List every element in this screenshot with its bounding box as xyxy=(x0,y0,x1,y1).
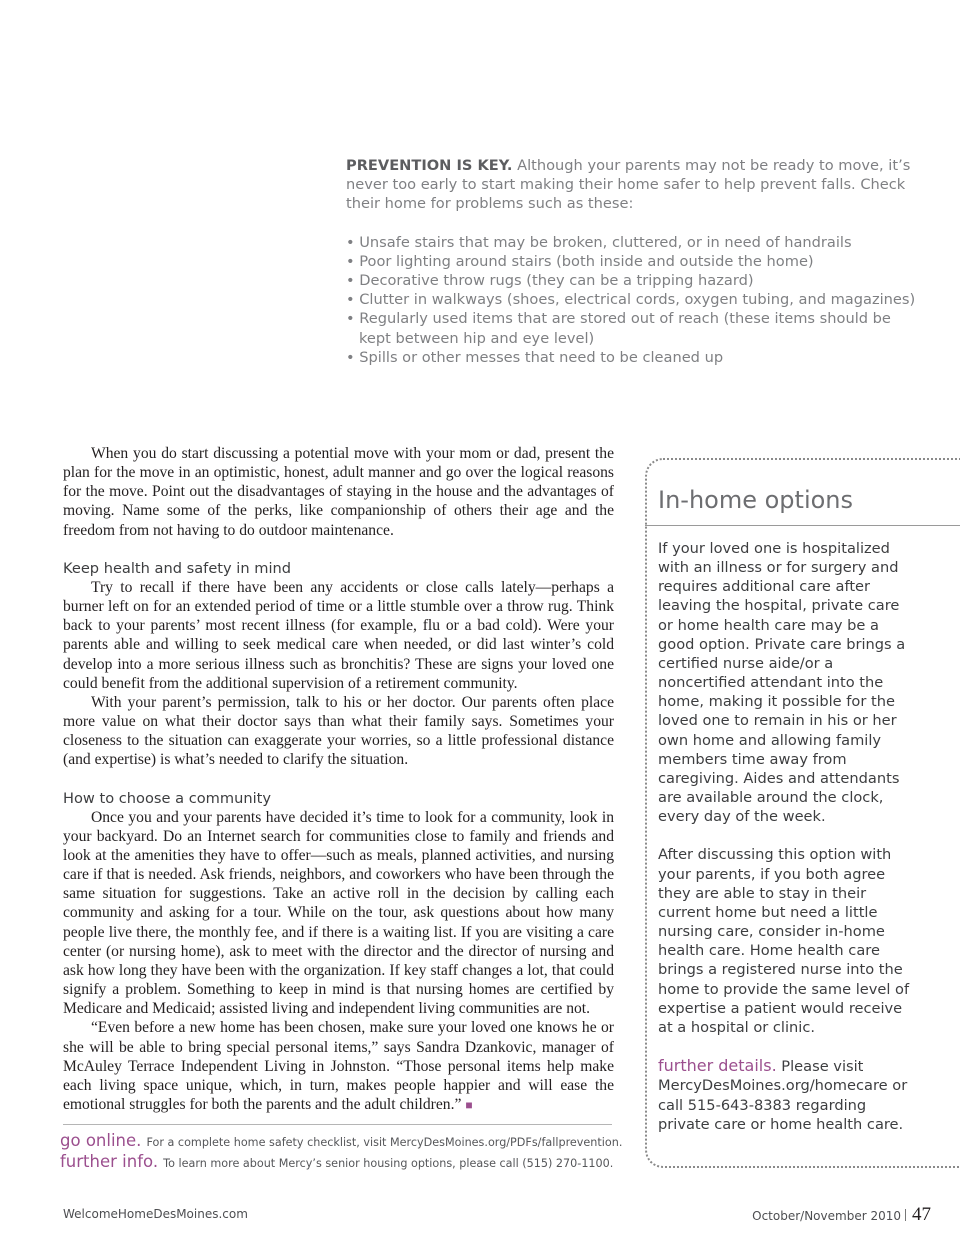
sidebar-body xyxy=(658,539,914,1153)
further-details-label: further details. xyxy=(658,1056,777,1076)
prevention-heading: PREVENTION IS KEY. xyxy=(346,157,513,174)
end-mark-icon: ■ xyxy=(465,1098,473,1112)
footer-separator xyxy=(905,1209,906,1221)
article-paragraph: With your parent’s permission, talk to his or her doctor. Our parents often place more value on what their doctor says than what their family says. Sometimes your closeness to the situation can exaggerate your worries, so a little professional distance (and expertise) is what’s needed to clarify the situation. xyxy=(63,693,614,769)
hazard-item: • Clutter in walkways (shoes, electrical cords, oxygen tubing, and magazines) xyxy=(346,291,916,309)
hazard-item: • Spills or other messes that need to be cleaned up xyxy=(346,348,724,366)
sidebar-title: In-home options xyxy=(658,486,854,514)
sidebar-further-details xyxy=(658,1056,914,1134)
go-online-link[interactable]: For a complete home safety checklist, visit MercyDesMoines.org/PDFs/fallprevention. xyxy=(146,1136,623,1149)
sidebar-paragraph: After discussing this option with your parents, if you both agree they are able to stay in their current home but need a little nursing care, consider in-home health care. Home health care brings a registered nurse into the home to provide the same level of expertise a patient would receive at a hospital or clinic. xyxy=(658,846,910,1036)
further-info-text: To learn more about Mercy’s senior housing options, please call (515) 270-1100. xyxy=(163,1157,614,1170)
article-paragraph: Try to recall if there have been any accidents or close calls lately—perhaps a burner left on for an extended period of time or a little stumble over a throw rug. Think back to your parents’ most recent illness (for example, flu or a bad cold). Were your parents able and willing to seek medical care when needed, or did last winter’s cold develop into a more serious illness such as bronchitis? These are signs your loved one could benefit from the additional supervision of a retirement community. xyxy=(63,578,614,692)
further-info-label: further info. xyxy=(60,1152,159,1171)
hazard-item: • Decorative throw rugs (they can be a tripping hazard) xyxy=(346,272,754,290)
hazard-list xyxy=(346,233,916,367)
prevention-box xyxy=(346,156,916,367)
article-paragraph-final xyxy=(63,1018,614,1115)
further-details-text[interactable]: Please visit MercyDesMoines.org/homecare or call 515-643-8383 regarding private care or home health care. xyxy=(658,1058,908,1133)
article-paragraph: When you do start discussing a potential move with your mom or dad, present the plan for the move in an optimistic, honest, adult manner and go over the logical reasons for the move. Point out the disadvantages of staying in the house and the advantages of moving. Name some of the perks, like companionship of others their age and the freedom from not having to do outdoor maintenance. xyxy=(63,445,614,539)
section-heading-health: Keep health and safety in mind xyxy=(63,559,292,577)
hazard-item: • Regularly used items that are stored out of reach (these items should be kept between hip and eye level) xyxy=(346,310,891,347)
prevention-intro-text: Although your parents may not be ready to move, it’s never too early to start making their home safer to help prevent falls. Check their home for problems such as these: xyxy=(346,157,911,213)
sidebar-divider xyxy=(645,525,960,526)
notes-divider xyxy=(63,1124,612,1125)
section-heading-community: How to choose a community xyxy=(63,789,271,807)
issue-date: October/November 2010 xyxy=(752,1209,901,1223)
prevention-intro xyxy=(346,156,916,214)
page-number: 47 xyxy=(912,1204,931,1225)
go-online-note xyxy=(60,1130,623,1151)
sidebar-paragraph: If your loved one is hospitalized with an illness or for surgery and requires additional care after leaving the hospital, private care or home health care may be a good option. Private care brings a certified nurse aide/or a noncertified attendant into the home, making it possible for the loved one to remain in his or her own home and allowing family members time away from caregiving. Aides and attendants are available around the clock, every day of the week. xyxy=(658,540,906,826)
resource-notes xyxy=(60,1130,623,1172)
further-info-note xyxy=(60,1151,620,1172)
hazard-item: • Unsafe stairs that may be broken, cluttered, or in need of handrails xyxy=(346,233,852,251)
hazard-item: • Poor lighting around stairs (both inside and outside the home) xyxy=(346,252,814,270)
article-closing-text: “Even before a new home has been chosen, make sure your loved one knows he or she will be able to bring special personal items,” says Sandra Dzankovic, manager of McAuley Terrace Independent Living in Johnston. “Those personal items help make each living space unique, which, in turn, makes people happier and will ease the emotional struggles for both the parents and the adult children.” xyxy=(63,1019,614,1113)
article-body xyxy=(63,444,614,1115)
go-online-label: go online. xyxy=(60,1131,142,1150)
footer-issue xyxy=(752,1204,931,1226)
article-paragraph: Once you and your parents have decided it’s time to look for a community, look in your backyard. Do an Internet search for communities close to family and friends and look at the amenities they have to offer—such as meals, planned activities, and nursing care if that is needed. Ask friends, neighbors, and coworkers who have been through the same situation for suggestions. Take an active roll in the decision by calling each community and asking for a tour. While on the tour, ask questions about how many people live there, the monthly fee, and if there is a waiting list. If you are visiting a care center (or nursing home), ask to meet with the director and the director of nursing and ask how long they have been with the organization. If key staff changes a lot, that could signify a problem. Something to keep in mind is that nursing homes are certified by Medicare and Medicaid; assisted living and independent living communities are not. xyxy=(63,808,614,1018)
footer-site-url[interactable]: WelcomeHomeDesMoines.com xyxy=(63,1207,248,1221)
